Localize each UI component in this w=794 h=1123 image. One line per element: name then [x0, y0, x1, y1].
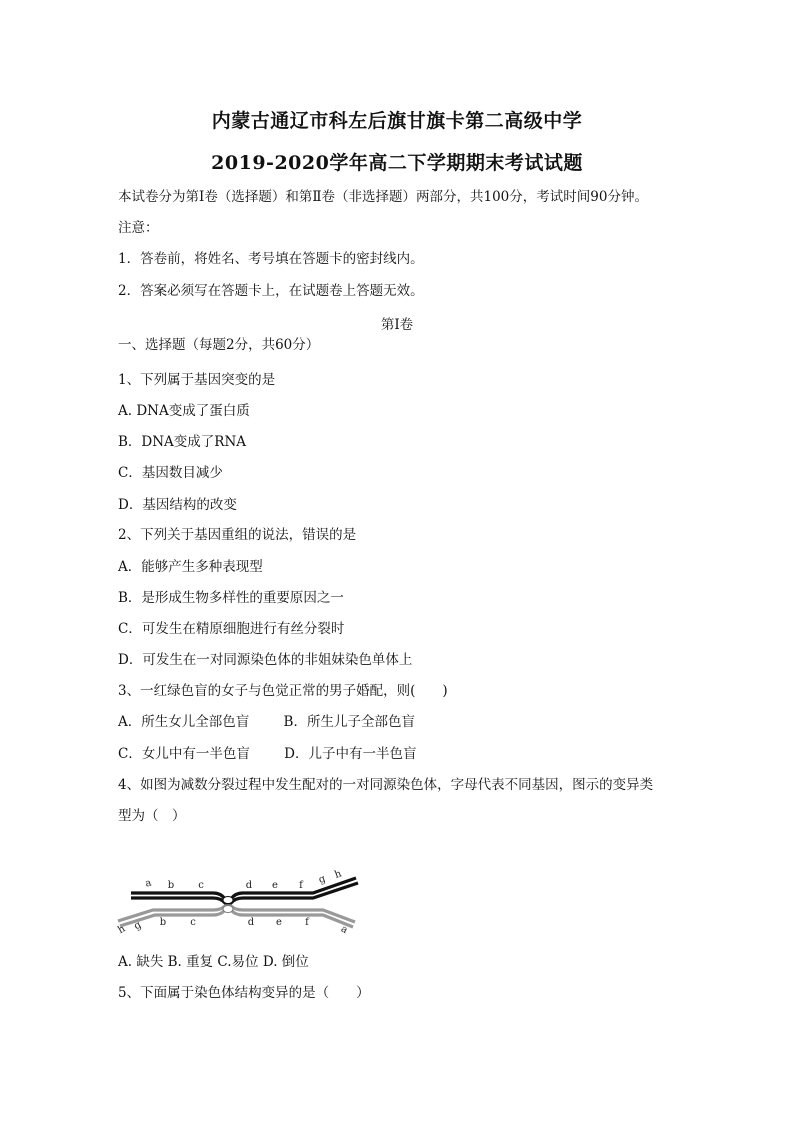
bottom-chromosome-gene-label: g: [132, 919, 144, 933]
bottom-chromosome-gene-label: e: [276, 917, 282, 928]
chromosome-pairing-diagram: [113, 866, 363, 936]
question-1-stem: 1、下列属于基因突变的是: [118, 372, 276, 388]
volume-label: 第Ⅰ卷: [380, 317, 414, 333]
question-3-option-c: C．女儿中有一半色盲: [118, 746, 250, 762]
exam-description: 本试卷分为第Ⅰ卷（选择题）和第Ⅱ卷（非选择题）两部分，共100分，考试时间90分钟。: [118, 189, 648, 205]
top-chromosome-gene-label: e: [272, 880, 278, 891]
question-2-option-d: D．可发生在一对同源染色体的非姐妹染色单体上: [118, 652, 413, 668]
top-chromosome-gene-label: h: [333, 868, 344, 881]
notice-item-2: 2．答案必须写在答题卡上，在试题卷上答题无效。: [118, 283, 424, 299]
question-4-options: A. 缺失 B. 重复 C.易位 D. 倒位: [118, 954, 309, 970]
bottom-chromosome-gene-label: f: [305, 917, 309, 928]
question-4-stem-line2: 型为（ ）: [118, 808, 186, 824]
question-1-option-c: C．基因数目减少: [118, 465, 223, 481]
question-3-stem: 3、一红绿色盲的女子与色觉正常的男子婚配，则( ): [118, 683, 448, 699]
question-2-option-b: B．是形成生物多样性的重要原因之一: [118, 590, 344, 606]
question-5-stem: 5、下面属于染色体结构变异的是（ ）: [118, 985, 370, 1001]
exam-title-line1: 内蒙古通辽市科左后旗甘旗卡第二高级中学: [211, 110, 583, 132]
top-chromosome-gene-label: a: [144, 877, 153, 890]
question-2-option-c: C．可发生在精原细胞进行有丝分裂时: [118, 621, 345, 637]
question-3-option-b: B．所生儿子全部色盲: [283, 714, 415, 730]
centromere-top: [223, 897, 233, 904]
notice-item-1: 1．答卷前，将姓名、考号填在答题卡的密封线内。: [118, 251, 424, 267]
notice-label: 注意：: [118, 220, 159, 236]
question-3-option-a: A．所生女儿全部色盲: [118, 714, 250, 730]
part-title: 一、选择题（每题2分，共60分）: [118, 337, 320, 353]
top-chromosome-gene-label: f: [299, 880, 303, 891]
chromosome-bottom: [118, 906, 355, 927]
bottom-chromosome-gene-label: a: [338, 923, 350, 936]
centromere-bottom: [223, 906, 233, 913]
bottom-chromosome-gene-label: h: [116, 923, 128, 936]
bottom-chromosome-gene-label: b: [159, 917, 167, 928]
question-2-option-a: A．能够产生多种表现型: [118, 559, 263, 575]
question-3-options-row-1: [118, 713, 415, 731]
question-4-stem-line1: 4、如图为减数分裂过程中发生配对的一对同源染色体，字母代表不同基因，图示的变异类: [118, 777, 654, 793]
question-1-option-b: B．DNA变成了RNA: [118, 434, 247, 450]
question-1-option-a: A. DNA变成了蛋白质: [118, 403, 250, 419]
bottom-chromosome-gene-label: c: [190, 917, 196, 928]
top-chromosome-gene-label: c: [198, 880, 204, 891]
bottom-chromosome-gene-label: d: [247, 917, 255, 928]
question-3-options-row-2: [118, 745, 416, 763]
exam-title-line2: 2019-2020学年高二下学期期末考试试题: [211, 152, 583, 174]
question-2-stem: 2、下列关于基因重组的说法，错误的是: [118, 527, 357, 543]
top-chromosome-gene-label: d: [245, 880, 253, 891]
question-1-option-d: D．基因结构的改变: [118, 497, 237, 513]
top-chromosome-gene-label: b: [167, 880, 175, 891]
top-chromosome-gene-label: g: [317, 873, 328, 886]
question-3-option-d: D．儿子中有一半色盲: [284, 746, 417, 762]
